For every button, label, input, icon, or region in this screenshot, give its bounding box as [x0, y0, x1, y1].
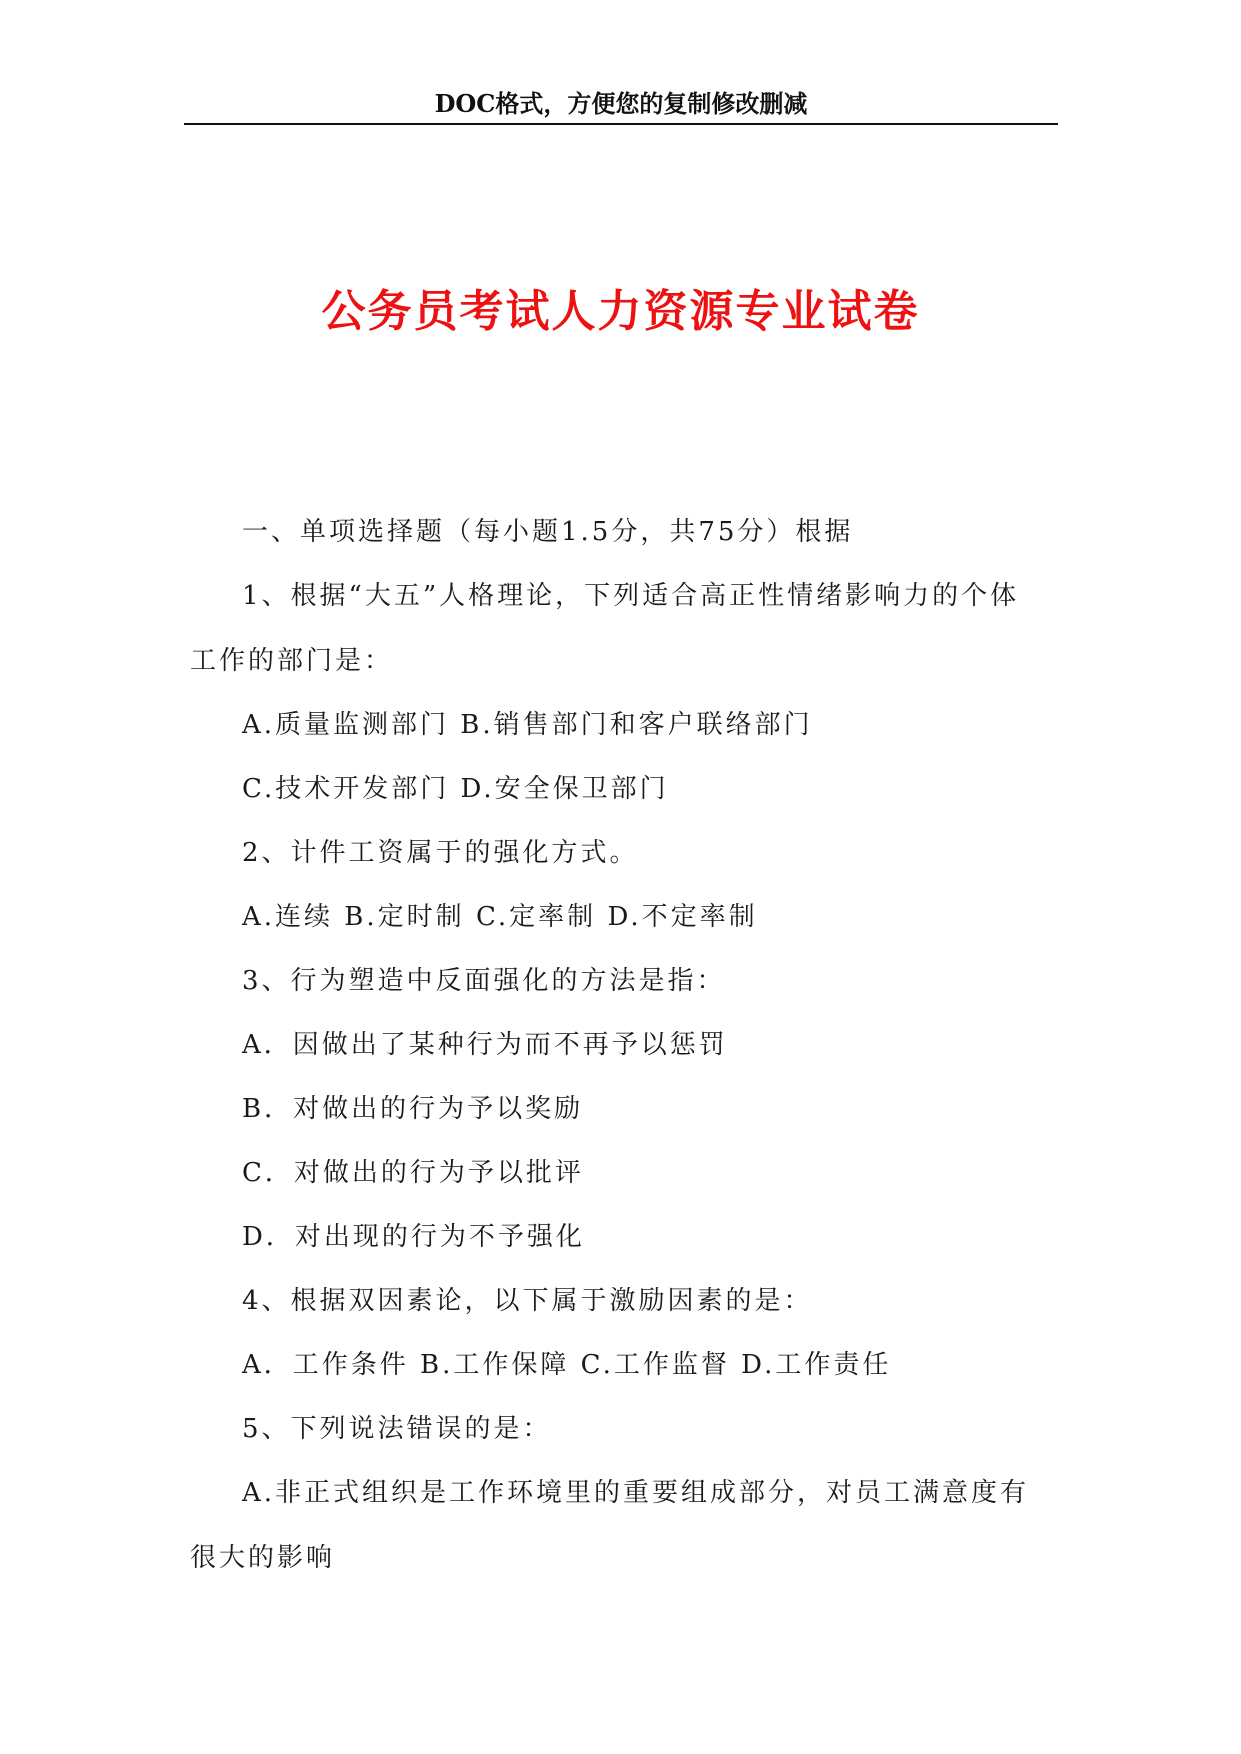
document-body: [190, 516, 1070, 1606]
question-3-option-c: C．对做出的行为予以批评: [242, 1158, 584, 1188]
question-4-options: A．工作条件 B.工作保障 C.工作监督 D.工作责任: [242, 1350, 892, 1380]
question-1-line-2: 工作的部门是：: [190, 646, 394, 676]
question-2-options: A.连续 B.定时制 C.定率制 D.不定率制: [242, 902, 758, 932]
question-1-line-1: 1、根据“大五”人格理论，下列适合高正性情绪影响力的个体: [242, 581, 1020, 611]
question-1-options-ab: A.质量监测部门 B.销售部门和客户联络部门: [242, 710, 813, 740]
section-heading: 一、单项选择题（每小题1.5分，共75分）根据: [242, 517, 854, 547]
question-3-option-b: B．对做出的行为予以奖励: [242, 1094, 584, 1124]
question-5-option-a-line-1: A.非正式组织是工作环境里的重要组成部分，对员工满意度有: [242, 1478, 1030, 1508]
question-2: 2、计件工资属于的强化方式。: [242, 838, 639, 868]
question-1: [190, 580, 1070, 677]
question-5: 5、下列说法错误的是：: [242, 1414, 552, 1444]
header-divider: [184, 123, 1058, 125]
question-3: 3、行为塑造中反面强化的方法是指：: [242, 966, 726, 996]
question-5-option-a-line-2: 很大的影响: [190, 1543, 336, 1573]
question-4: 4、根据双因素论，以下属于激励因素的是：: [242, 1286, 813, 1316]
question-5-option-a: [190, 1477, 1070, 1574]
page-header: DOC格式，方便您的复制修改删减: [434, 89, 808, 118]
question-3-option-a: A．因做出了某种行为而不再予以惩罚: [242, 1030, 728, 1060]
question-1-options-cd: C.技术开发部门 D.安全保卫部门: [242, 774, 669, 804]
document-title: 公务员考试人力资源专业试卷: [321, 286, 920, 337]
question-3-option-d: D．对出现的行为不予强化: [242, 1222, 585, 1252]
